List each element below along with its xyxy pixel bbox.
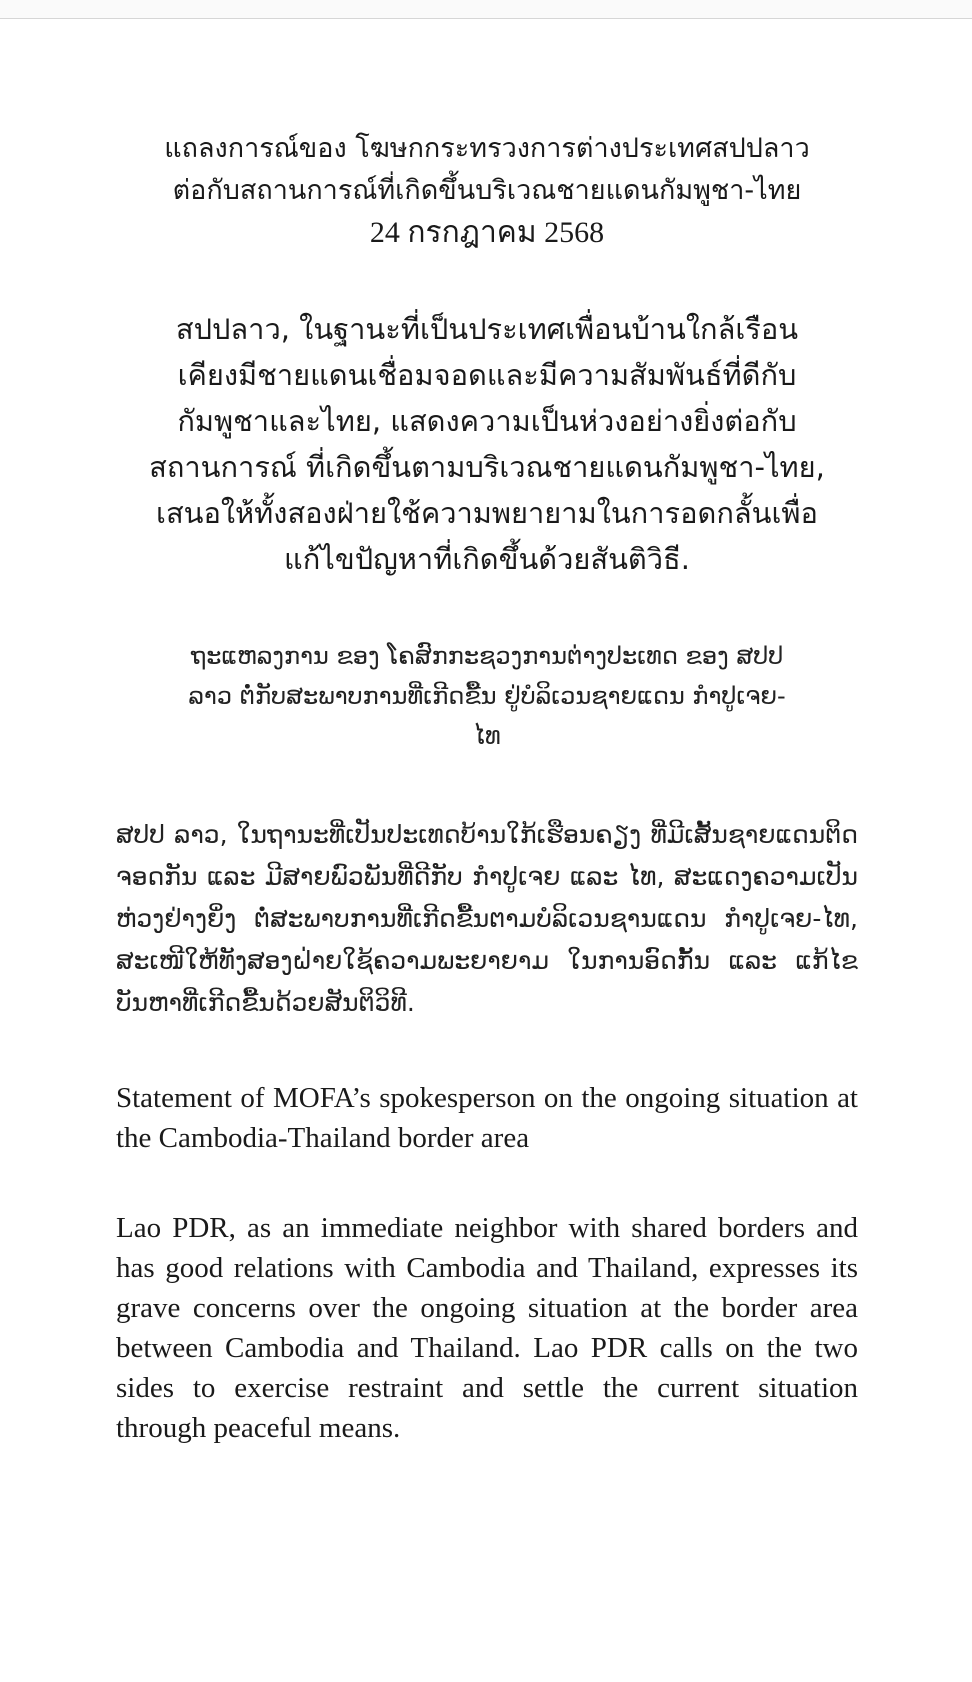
top-bar — [0, 0, 972, 19]
lao-title — [116, 636, 858, 756]
thai-body-line: สปปลาว, ในฐานะที่เป็นประเทศเพื่อนบ้านใกล้เรือน — [175, 312, 799, 346]
thai-body-line: สถานการณ์ ที่เกิดขึ้นตามบริเวณชายแดนกัมพูชา-ไทย, — [149, 450, 825, 484]
thai-title — [116, 128, 858, 254]
thai-statement-body — [116, 306, 858, 582]
thai-date: 24 กรกฎาคม 2568 — [369, 216, 605, 249]
thai-title-line: แถลงการณ์ของ โฆษกกระทรวงการต่างประเทศสปปลาว — [164, 133, 810, 164]
lao-title-line: ໄທ — [473, 722, 501, 750]
thai-body-line: เคียงมีชายแดนเชื่อมจอดและมีความสัมพันธ์ที่ดีกับ — [177, 358, 797, 392]
thai-body-line: เสนอให้ทั้งสองฝ่ายใช้ความพยายามในการอดกลั้นเพื่อ — [156, 496, 818, 530]
thai-body-line: กัมพูชาและไทย, แสดงความเป็นห่วงอย่างยิ่งต่อกับ — [177, 404, 797, 438]
lao-title-line: ຖະແຫລງການ ຂອງ ໂຄສົກກະຊວງການຕ່າງປະເທດ ຂອງ ສປປ — [190, 642, 784, 670]
english-statement-body: Lao PDR, as an immediate neighbor with shared borders and has good relations with Cambodia and Thailand, expresses its grave concerns over the ongoing situation at the border area between Cambodia and Thailand. Lao PDR calls on the two sides to exercise restraint and settle the current situation through peaceful means. — [116, 1212, 858, 1444]
lao-statement-body: ສປປ ລາວ, ໃນຖານະທີ່ເປັນປະເທດບ້ານໃກ້ເຮືອນຄຽງ ທີ່ມີເສັ້ນຊາຍແດນຕິດຈອດກັນ ແລະ ມີສາຍພົວພັນທີ່ດີກັບ ກໍາປູເຈຍ ແລະ ໄທ, ສະແດງຄວາມເປັນຫ່ວງຢ່າງຍິ່ງ ຕໍ່ສະພາບການທີ່ເກີດຂື້ນຕາມບໍລິເວນຊານແດນ ກໍາປູເຈຍ-ໄທ, ສະເໜີໃຫ້ທັງສອງຝ່າຍໃຊ້ຄວາມພະຍາຍາມ ໃນການອົດກັ້ນ ແລະ ແກ້ໄຂບັນຫາທີ່ເກີດຂື້ນດ້ວຍສັນຕິວິທີ. — [116, 820, 858, 1017]
statement-document — [116, 128, 858, 1448]
thai-body-line: แก้ไขปัญหาที่เกิดขึ้นด้วยสันติวิธี. — [284, 542, 690, 576]
english-title: Statement of MOFA’s spokesperson on the ongoing situation at the Cambodia-Thailand border area — [116, 1082, 858, 1154]
lao-title-line: ລາວ ຕໍ່ກັບສະພາບການທີ່ເກີດຂື້ນ ຢູ່ບໍລິເວນຊາຍແດນ ກໍາປູເຈຍ- — [188, 682, 786, 710]
thai-title-line: ต่อกับสถานการณ์ที่เกิดขึ้นบริเวณชายแดนกัมพูชา-ไทย — [172, 175, 802, 206]
